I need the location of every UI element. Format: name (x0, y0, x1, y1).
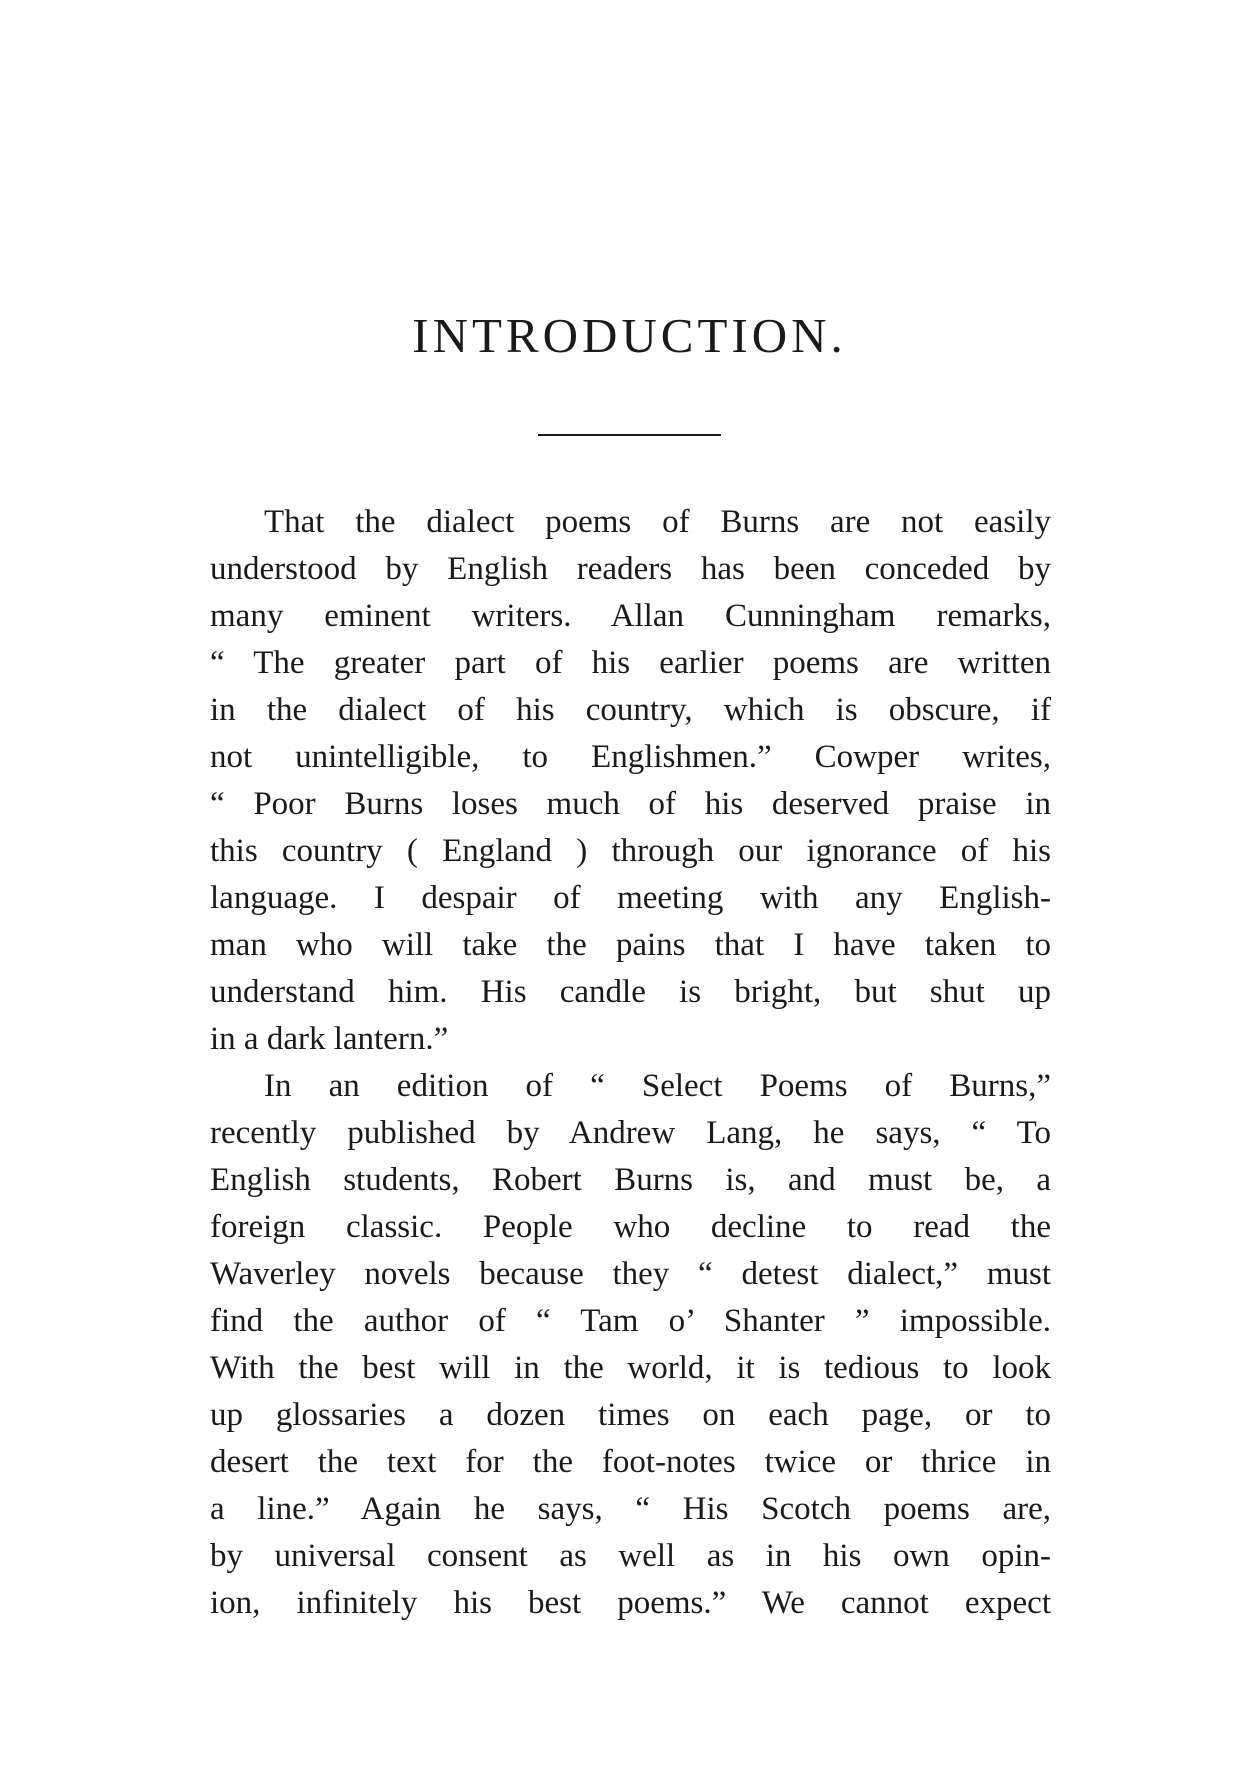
text-line: understand him. His candle is bright, but shut up (210, 974, 1051, 1010)
text-line: in the dialect of his country, which is obscure, if (210, 692, 1051, 728)
paragraph-2 (210, 1063, 1051, 1627)
text-line: in a dark lantern.” (210, 1021, 449, 1057)
text-line: not unintelligible, to Englishmen.” Cowper writes, (210, 739, 1051, 775)
text-line: desert the text for the foot-notes twice or thrice in (210, 1444, 1051, 1480)
chapter-title: INTRODUCTION. (412, 308, 847, 363)
text-line: English students, Robert Burns is, and must be, a (210, 1162, 1051, 1198)
text-line: ion, infinitely his best poems.” We cannot expect (210, 1585, 1051, 1621)
text-line: find the author of “ Tam o’ Shanter ” impossible. (210, 1303, 1051, 1339)
text-line: In an edition of “ Select Poems of Burns,” (264, 1068, 1051, 1104)
text-line: many eminent writers. Allan Cunningham remarks, (210, 598, 1051, 634)
text-line: With the best will in the world, it is tedious to look (210, 1350, 1051, 1386)
text-line: Waverley novels because they “ detest dialect,” must (210, 1256, 1051, 1292)
text-line: That the dialect poems of Burns are not easily (264, 504, 1051, 540)
paragraph-1 (210, 499, 1051, 1063)
text-line: “ Poor Burns loses much of his deserved praise in (210, 786, 1051, 822)
text-line: “ The greater part of his earlier poems are written (210, 645, 1051, 681)
title-divider (538, 434, 721, 436)
text-line: a line.” Again he says, “ His Scotch poems are, (210, 1491, 1051, 1527)
text-line: understood by English readers has been conceded by (210, 551, 1051, 587)
text-line: man who will take the pains that I have taken to (210, 927, 1051, 963)
text-line: recently published by Andrew Lang, he says, “ To (210, 1115, 1051, 1151)
text-line: up glossaries a dozen times on each page, or to (210, 1397, 1051, 1433)
text-line: language. I despair of meeting with any English- (210, 880, 1051, 916)
text-line: by universal consent as well as in his own opin- (210, 1538, 1051, 1574)
text-line: this country ( England ) through our ignorance of his (210, 833, 1051, 869)
body-text (210, 499, 1051, 1627)
text-line: foreign classic. People who decline to read the (210, 1209, 1051, 1245)
